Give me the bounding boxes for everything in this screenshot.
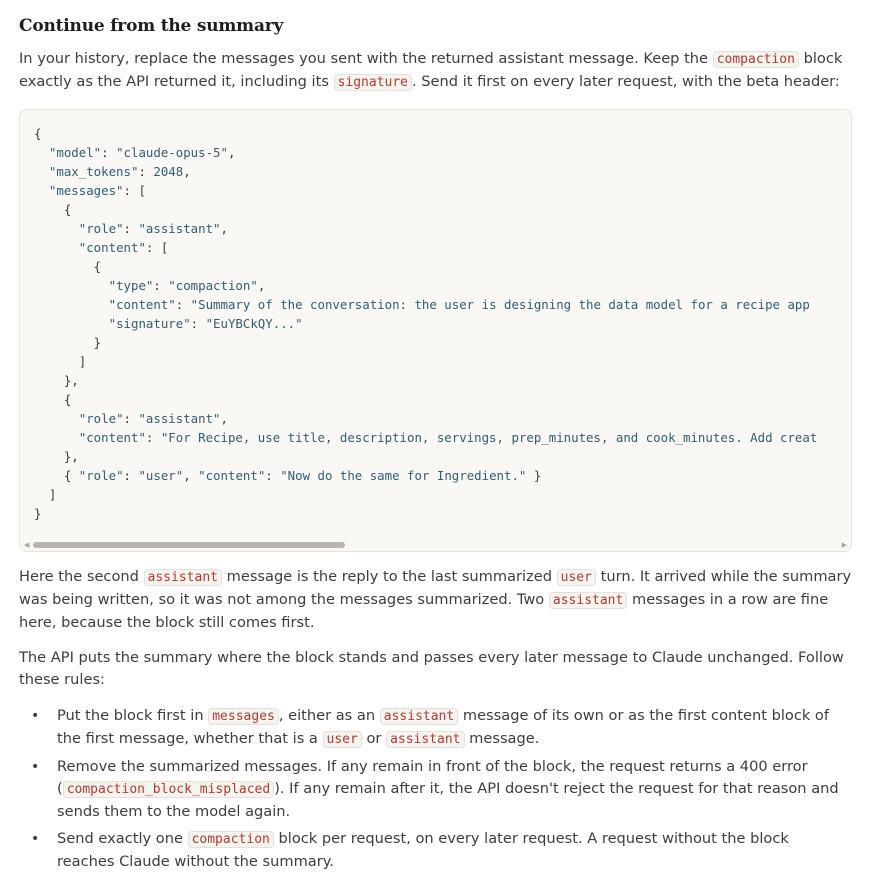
rules-list — [19, 705, 839, 878]
explanation-paragraph — [19, 566, 859, 634]
bullet-icon: • — [31, 708, 40, 724]
bullet-icon: • — [31, 759, 40, 775]
text: In your history, replace the messages you sent with the returned assistant message. Keep the — [19, 50, 713, 67]
code-content: { "model": "claude-opus-5", "max_tokens": 2048, "messages": [ { "role": "assistant", "content": [ { "type": "compaction", "content": "Summary of the conversation: the user is designing the data model for a recipe app "signature": "EuYBCkQY..." } ] }, { "role": "assistant", "content": "For Recipe, use title, description, servings, prep_minutes, and cook_minutes. Add creat }, { "role": "user", "content": "Now do the same for Ingredient." } ] } — [34, 126, 818, 521]
inline-code-compaction: compaction — [188, 831, 274, 848]
inline-code-assistant: assistant — [144, 569, 222, 586]
inline-code-assistant: assistant — [386, 731, 464, 748]
list-item: • Remove the summarized messages. If any remain in front of the block, the request returns a 400 error ( compaction_block_misplaced ). If any remain after it, the API doesn't reject the request for that reason and sends them to the model again. — [31, 758, 839, 820]
inline-code-assistant: assistant — [549, 592, 627, 609]
inline-code-signature: signature — [334, 74, 412, 91]
rules-intro-paragraph: The API puts the summary where the block stands and passes every later message to Claude unchanged. Follow these rules: — [19, 649, 844, 688]
text: turn. It arrived while the summary was being written, so it was not among the messages summarized. Two — [19, 568, 852, 608]
scroll-right-icon[interactable]: ▶ — [841, 541, 847, 549]
inline-code-error-name: compaction_block_misplaced — [63, 781, 275, 798]
text: message is the reply to the last summarized — [221, 568, 557, 585]
section-heading: Continue from the summary — [19, 16, 284, 36]
horizontal-scrollbar[interactable] — [20, 539, 851, 551]
list-item: • Send exactly one compaction block per request, on every later request. A request without the block reaches Claude without the summary. — [31, 830, 789, 870]
inline-code-messages: messages — [208, 708, 279, 725]
inline-code-user: user — [323, 731, 362, 748]
scrollbar-thumb[interactable] — [33, 542, 345, 548]
text: Here the second — [19, 568, 144, 585]
bullet-icon: • — [31, 831, 40, 847]
text: . Send it first on every later request, with the beta header: — [412, 73, 840, 90]
code-block[interactable] — [19, 109, 852, 552]
text: messages in a row are fine here, because the block still comes first. — [19, 591, 829, 631]
inline-code-user: user — [557, 569, 596, 586]
intro-paragraph — [19, 48, 859, 94]
scroll-left-icon[interactable]: ◀ — [24, 541, 30, 549]
inline-code-assistant: assistant — [380, 708, 458, 725]
list-item: • Put the block first in messages , either as an assistant message of its own or as the first content block of the first message, whether that is a user or assistant message. — [31, 707, 829, 747]
inline-code-compaction: compaction — [713, 51, 799, 68]
text: block exactly as the API returned it, including its — [19, 50, 843, 90]
